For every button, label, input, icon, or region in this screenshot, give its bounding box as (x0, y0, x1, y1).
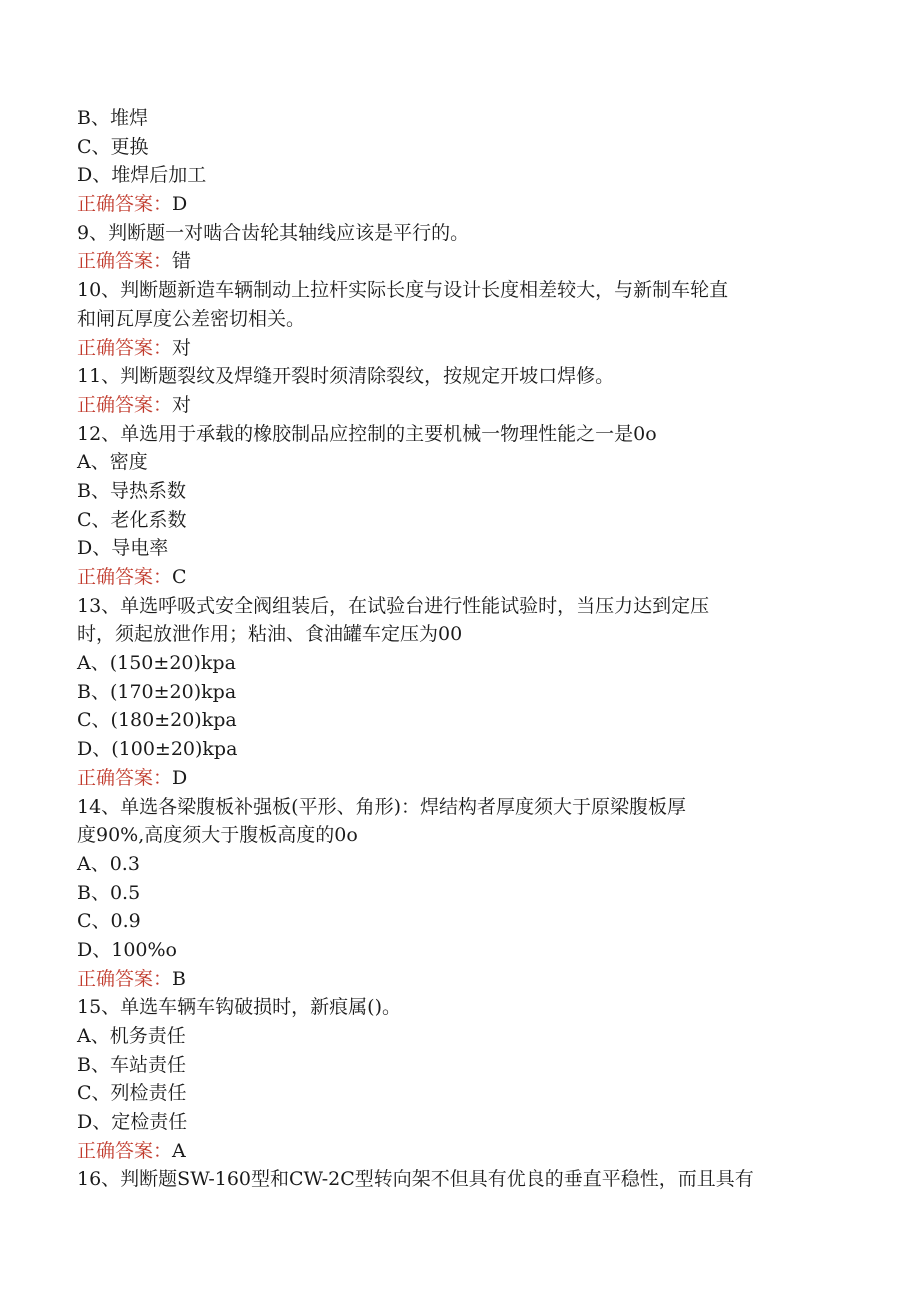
answer-label: 正确答案： (77, 967, 173, 990)
answer-value: B (172, 967, 186, 990)
answer-value: D (172, 766, 188, 789)
answer-value: C (172, 566, 187, 588)
question-text: 度90%,高度须大于腹板高度的0o (77, 824, 358, 847)
answer-option: B、堆焊 (77, 107, 148, 129)
answer-option: B、0.5 (77, 881, 141, 904)
answer-option: D、导电率 (77, 537, 169, 560)
correct-answer (77, 334, 837, 363)
answer-label: 正确答案： (77, 1139, 173, 1162)
answer-value: D (172, 193, 188, 216)
question-text: 13、单选呼吸式安全阀组装后，在试验台进行性能试验时，当压力达到定压 (77, 594, 710, 617)
correct-answer (77, 563, 837, 592)
question-text: 14、单选各梁腹板补强板(平形、角形)：焊结构者厚度须大于原梁腹板厚 (77, 795, 687, 818)
answer-option: A、机务责任 (77, 1025, 186, 1047)
answer-value: 对 (172, 336, 192, 359)
answer-value: 错 (172, 250, 192, 273)
answer-option: C、0.9 (77, 910, 141, 933)
answer-label: 正确答案： (77, 566, 173, 588)
question-text: 时，须起放泄作用；粘油、食油罐车定压为00 (77, 623, 463, 646)
question-text: 16、判断题SW-160型和CW-2C型转向架不但具有优良的垂直平稳性，而且具有 (77, 1168, 754, 1191)
answer-value: A (172, 1139, 186, 1162)
question-text: 11、判断题裂纹及焊缝开裂时须清除裂纹，按规定开坡口焊修。 (77, 365, 615, 388)
answer-option: C、老化系数 (77, 508, 187, 531)
answer-option: B、(170±20)kpa (77, 680, 237, 703)
answer-label: 正确答案： (77, 766, 173, 789)
document-body (77, 104, 837, 1194)
answer-value: 对 (172, 393, 192, 416)
answer-option: C、列检责任 (77, 1082, 187, 1105)
answer-option: A、密度 (77, 451, 148, 474)
question-text: 和闸瓦厚度公差密切相关。 (77, 307, 306, 330)
answer-option: A、0.3 (77, 852, 140, 875)
answer-option: A、(150±20)kpa (77, 652, 236, 675)
correct-answer (77, 1137, 837, 1166)
correct-answer (77, 190, 837, 219)
question-text: 9、判断题一对啮合齿轮其轴线应该是平行的。 (77, 221, 470, 244)
correct-answer (77, 247, 837, 276)
answer-option: B、导热系数 (77, 479, 186, 502)
answer-option: C、(180±20)kpa (77, 709, 237, 732)
correct-answer (77, 391, 837, 420)
answer-option: D、(100±20)kpa (77, 738, 238, 761)
question-text: 15、单选车辆车钩破损时，新痕属()。 (77, 996, 402, 1019)
answer-option: C、更换 (77, 135, 149, 158)
answer-label: 正确答案： (77, 336, 173, 359)
answer-label: 正确答案： (77, 250, 173, 273)
answer-option: B、车站责任 (77, 1053, 186, 1076)
answer-option: D、堆焊后加工 (77, 164, 207, 187)
correct-answer (77, 764, 837, 793)
answer-label: 正确答案： (77, 393, 173, 416)
answer-option: D、定检责任 (77, 1111, 188, 1134)
question-text: 12、单选用于承载的橡胶制品应控制的主要机械一物理性能之一是0o (77, 422, 657, 445)
correct-answer (77, 965, 837, 994)
question-text: 10、判断题新造车辆制动上拉杆实际长度与设计长度相差较大，与新制车轮直 (77, 279, 729, 302)
answer-option: D、100%o (77, 938, 177, 961)
answer-label: 正确答案： (77, 193, 173, 216)
